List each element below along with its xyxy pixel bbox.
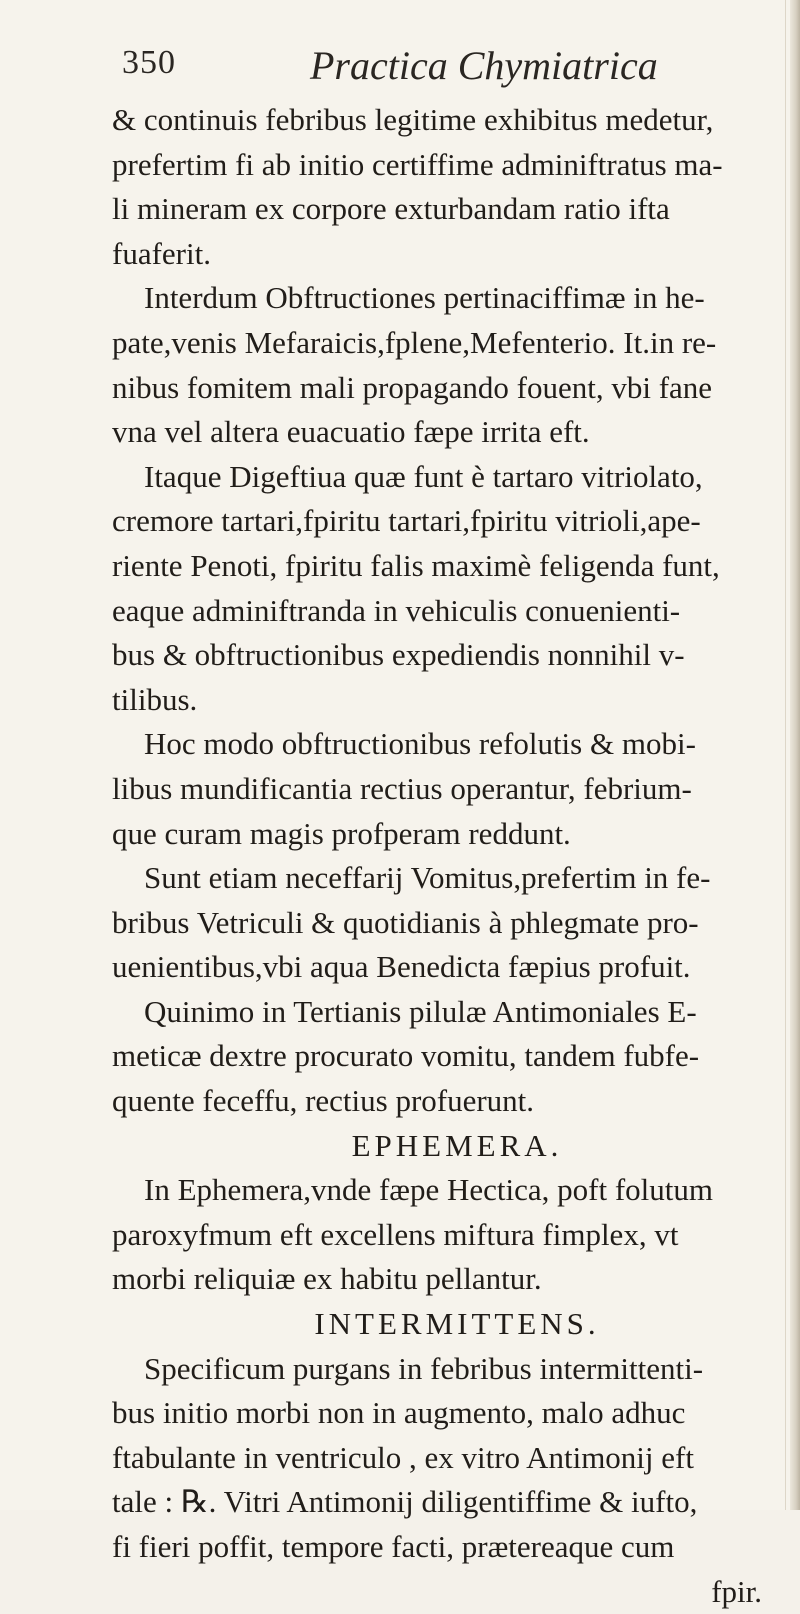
text-line: prefertim fi ab initio certiffime adminiftratus ma- — [112, 146, 723, 182]
text-line: meticæ dextre procurato vomitu, tandem fubfe- — [112, 1038, 700, 1074]
page-header — [110, 40, 750, 96]
page-edge — [790, 0, 800, 1510]
text-line: li mineram ex corpore exturbandam ratio ifta — [112, 191, 670, 227]
text-line: Itaque Digeftiua quæ funt è tartaro vitriolato, — [144, 458, 703, 494]
text-line: bus initio morbi non in augmento, malo adhuc — [112, 1395, 686, 1431]
text-line: bus & obftructionibus expediendis nonnihil v- — [112, 637, 685, 673]
text-line: quente feceffu, rectius profuerunt. — [112, 1083, 535, 1119]
text-line: que curam magis profperam reddunt. — [112, 815, 571, 851]
text-line: riente Penoti, fpiritu falis maximè feligenda funt, — [112, 547, 720, 583]
text-line: Hoc modo obftructionibus refolutis & mobi- — [144, 726, 696, 762]
body-text — [112, 98, 772, 1614]
text-line: pate,venis Mefaraicis,fplene,Mefenterio. It.in re- — [112, 324, 717, 360]
section-heading-ephemera: EPHEMERA. — [351, 1127, 563, 1163]
running-title: Practica Chymiatrica — [310, 43, 658, 88]
catchword: fpir. — [711, 1573, 762, 1609]
text-line: & continuis febribus legitime exhibitus medetur, — [112, 102, 714, 137]
text-line: Specificum purgans in febribus intermittenti- — [144, 1350, 704, 1386]
text-line: bribus Vetriculi & quotidianis à phlegmate pro- — [112, 904, 699, 940]
text-line: uenientibus,vbi aqua Benedicta fæpius profuit. — [112, 949, 691, 985]
text-line: Interdum Obftructiones pertinaciffimæ in he- — [144, 280, 705, 316]
text-line: Sunt etiam neceffarij Vomitus,prefertim in fe- — [144, 860, 711, 896]
section-heading-intermittens: INTERMITTENS. — [314, 1306, 600, 1342]
text-line: cremore tartari,fpiritu tartari,fpiritu vitrioli,ape- — [112, 503, 701, 539]
text-line: eaque adminiftranda in vehiculis conuenienti- — [112, 592, 681, 628]
text-line: nibus fomitem mali propagando fouent, vbi fane — [112, 369, 713, 405]
text-line: Quinimo in Tertianis pilulæ Antimoniales E- — [144, 993, 697, 1029]
text-line: In Ephemera,vnde fæpe Hectica, poft folutum — [144, 1172, 713, 1208]
text-line: tilibus. — [112, 681, 198, 717]
text-line: morbi reliquiæ ex habitu pellantur. — [112, 1261, 542, 1297]
text-line: libus mundificantia rectius operantur, febrium- — [112, 770, 692, 806]
text-line: tale : ℞. Vitri Antimonij diligentiffime & iufto, — [112, 1484, 698, 1520]
text-line: ftabulante in ventriculo , ex vitro Antimonij eft — [112, 1439, 694, 1475]
text-line: fuaferit. — [112, 235, 211, 271]
page-number: 350 — [122, 44, 176, 81]
text-line: vna vel altera euacuatio fæpe irrita eft. — [112, 414, 590, 450]
text-line: paroxyfmum eft excellens miftura fimplex, vt — [112, 1216, 679, 1252]
text-line: fi fieri poffit, tempore facti, prætereaque cum — [112, 1529, 675, 1564]
page-crease — [785, 0, 786, 1510]
